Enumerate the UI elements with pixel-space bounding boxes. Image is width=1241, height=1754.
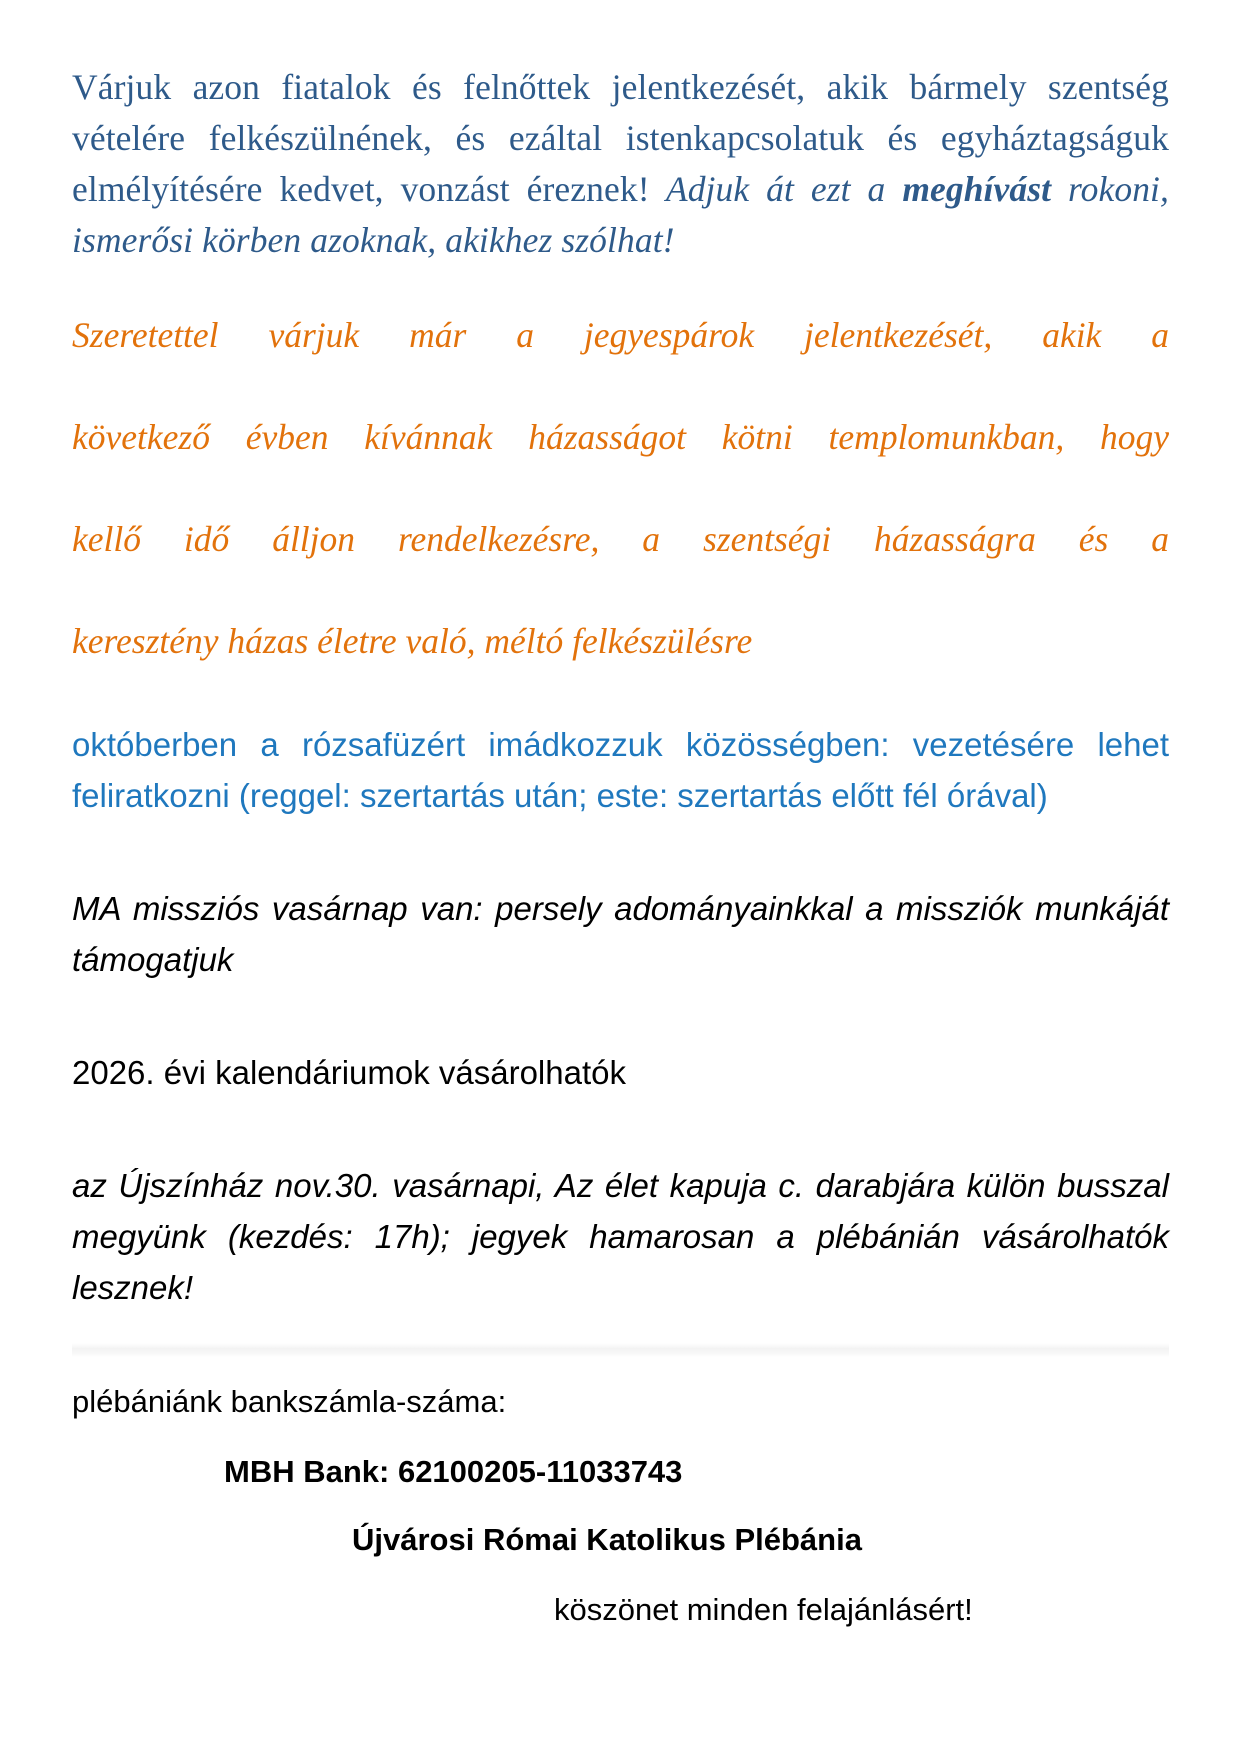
section-divider [72,1343,1169,1357]
parish-name: Újvárosi Római Katolikus Plébánia [352,1522,862,1557]
engaged-couples-line-2: következő évben kívánnak házasságot kötni templomunkban, hogy [72,417,1169,457]
engaged-couples-line-4: keresztény házas életre való, méltó felkészülésre [72,621,753,661]
paragraph-invitation [72,62,1169,266]
paragraph-calendars: 2026. évi kalendáriumok vásárolhatók [72,1054,626,1091]
invitation-emphasis-meghivast: meghívást [902,169,1052,209]
thanks-note: köszönet minden felajánlásért! [554,1592,973,1627]
engaged-couples-line-3: kellő idő álljon rendelkezésre, a szentségi házasságra és a [72,519,1169,559]
paragraph-mission-sunday: MA missziós vasárnap van: persely adományainkkal a missziók munkáját támogatjuk [72,890,1169,978]
engaged-couples-line-1: Szeretettel várjuk már a jegyespárok jelentkezését, akik a [72,315,1169,355]
invitation-italic-before: Adjuk át ezt a [649,169,903,209]
paragraph-engaged-couples [72,310,1169,667]
invitation-lead-text: Várjuk azon fiatalok és felnőttek jelentkezését, akik bármely szentség vételére felkészülnének, és ezáltal istenkapcsolatuk és egyháztagságuk elmélyítésére kedvet, vonzást éreznek! [72,67,1169,209]
invitation-italic-after: rokoni, ismerősi körben azoknak, akikhez szólhat! [72,169,1169,260]
paragraph-rosary: októberben a rózsafüzért imádkozzuk közösségben: vezetésére lehet feliratkozni (reggel: szertartás után; este: szertartás előtt fél órával) [72,726,1169,814]
bank-account-label: plébániánk bankszámla-száma: [72,1384,507,1419]
paragraph-theatre-trip: az Újszínház nov.30. vasárnapi, Az élet kapuja c. darabjára külön busszal megyünk (kezdés: 17h); jegyek hamarosan a plébánián vásárolhatók lesznek! [72,1167,1169,1306]
bank-account-number: MBH Bank: 62100205-11033743 [224,1454,683,1489]
